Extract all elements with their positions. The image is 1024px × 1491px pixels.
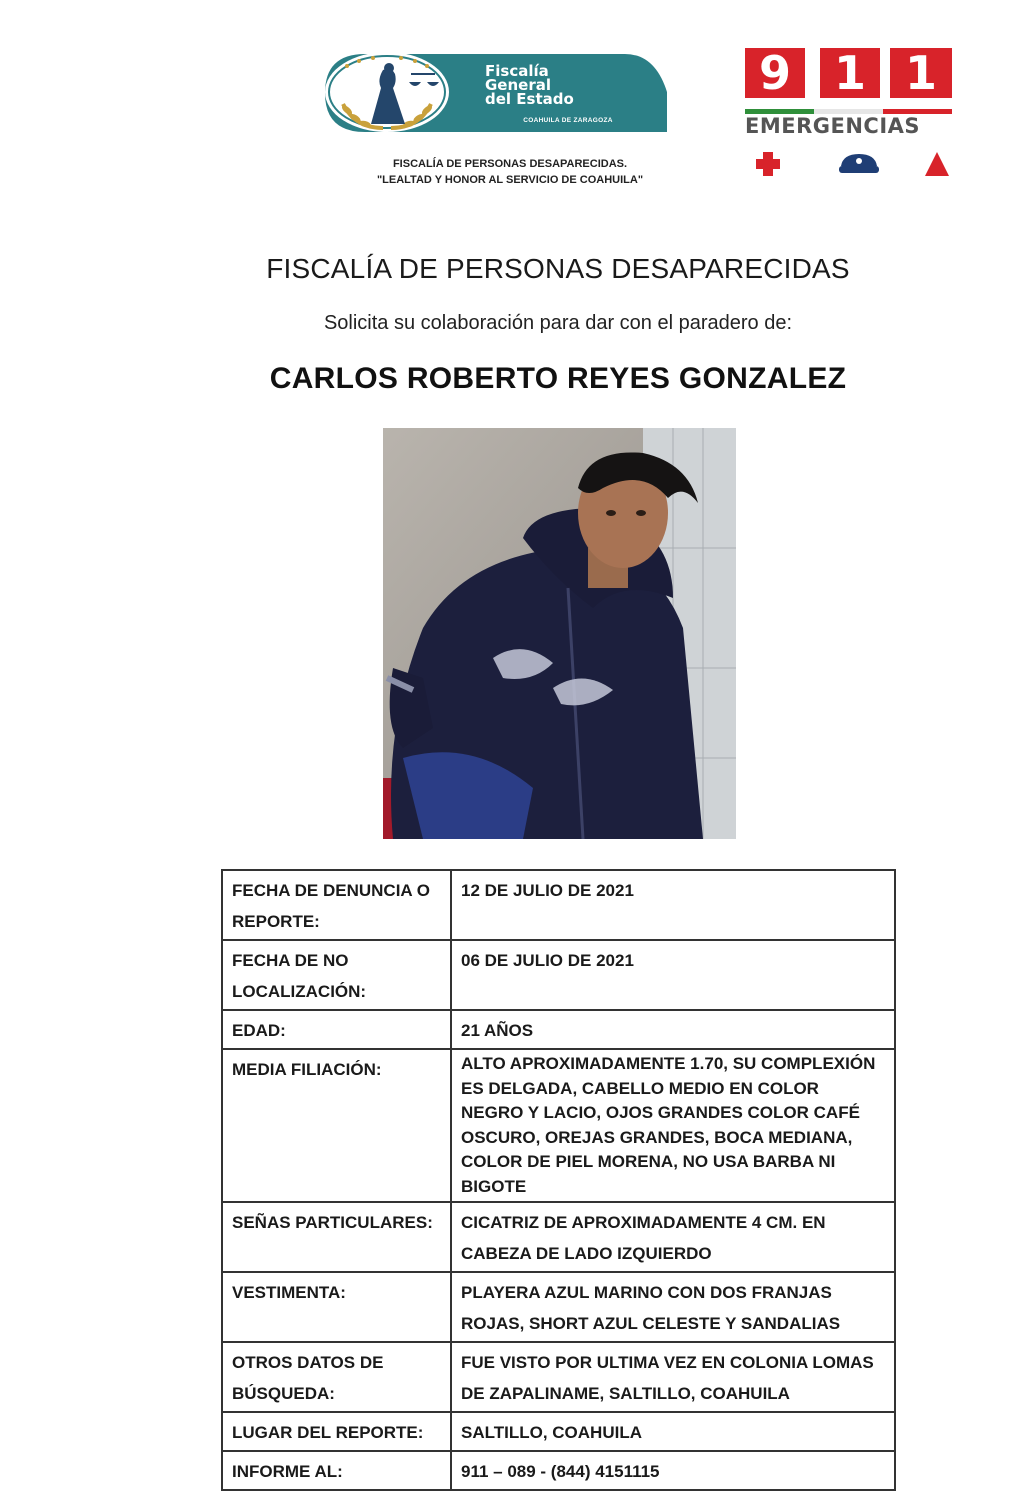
digit-1: 1 [820,48,880,98]
fiscalia-org-name [485,64,650,106]
detail-value: FUE VISTO POR ULTIMA VEZ EN COLONIA LOMAS DE ZAPALINAME, SALTILLO, COAHUILA [451,1342,895,1412]
detail-value: 12 DE JULIO DE 2021 [451,870,895,940]
detail-value: ALTO APROXIMADAMENTE 1.70, SU COMPLEXIÓN ES DELGADA, CABELLO MEDIO EN COLOR NEGRO Y LACIO, OJOS GRANDES COLOR CAFÉ OSCURO, OREJAS GRANDES, BOCA MEDIANA, COLOR DE PIEL MORENA, NO USA BARBA NI BIGOTE [451,1049,895,1202]
detail-value: 06 DE JULIO DE 2021 [451,940,895,1010]
fiscalia-org-line: Fiscalía [485,62,549,80]
table-row [222,1049,895,1202]
detail-value: 21 AÑOS [451,1010,895,1049]
detail-label: LUGAR DEL REPORTE: [222,1412,451,1451]
fiscalia-org-line: General [485,76,551,94]
emergency-services-icons [745,148,955,180]
table-row [222,1342,895,1412]
detail-label: FECHA DE NO LOCALIZACIÓN: [222,940,451,1010]
digit-9: 9 [745,48,805,98]
person-photo-illustration [383,428,736,839]
detail-value: PLAYERA AZUL MARINO CON DOS FRANJAS ROJAS, SHORT AZUL CELESTE Y SANDALIAS [451,1272,895,1342]
detail-label: EDAD: [222,1010,451,1049]
flag-stripe [745,101,952,106]
emergencias-911-logo [745,48,955,183]
detail-label: SEÑAS PARTICULARES: [222,1202,451,1272]
emergencias-label: EMERGENCIAS [745,114,921,138]
missing-person-photo [383,428,736,839]
detail-label: MEDIA FILIACIÓN: [222,1049,451,1202]
fiscalia-state-label: COAHUILA DE ZARAGOZA [523,117,613,124]
detail-value: CICATRIZ DE APROXIMADAMENTE 4 CM. EN CABEZA DE LADO IZQUIERDO [451,1202,895,1272]
detail-label: FECHA DE DENUNCIA O REPORTE: [222,870,451,940]
medical-cross-icon [756,152,780,176]
digit-1: 1 [890,48,952,98]
detail-label: OTROS DATOS DE BÚSQUEDA: [222,1342,451,1412]
table-row [222,1010,895,1049]
fiscalia-motto: "LEALTAD Y HONOR AL SERVICIO DE COAHUILA" [376,174,644,186]
missing-person-name: CARLOS ROBERTO REYES GONZALEZ [269,362,847,395]
table-row [222,1412,895,1451]
request-text: Solicita su colaboración para dar con el paradero de: [323,312,793,334]
table-row [222,1202,895,1272]
detail-label: INFORME AL: [222,1451,451,1490]
fiscalia-subhead: FISCALÍA DE PERSONAS DESAPARECIDAS. [392,158,628,170]
detail-label: VESTIMENTA: [222,1272,451,1342]
fire-icon [925,152,949,176]
missing-person-details-table [221,869,896,1491]
detail-value: SALTILLO, COAHUILA [451,1412,895,1451]
table-row [222,870,895,940]
fiscalia-org-line: del Estado [485,90,574,108]
table-row [222,1272,895,1342]
table-row [222,1451,895,1490]
page-title: FISCALÍA DE PERSONAS DESAPARECIDAS [266,253,850,284]
table-row [222,940,895,1010]
police-cap-icon [839,154,879,173]
detail-value: 911 – 089 - (844) 4151115 [451,1451,895,1490]
